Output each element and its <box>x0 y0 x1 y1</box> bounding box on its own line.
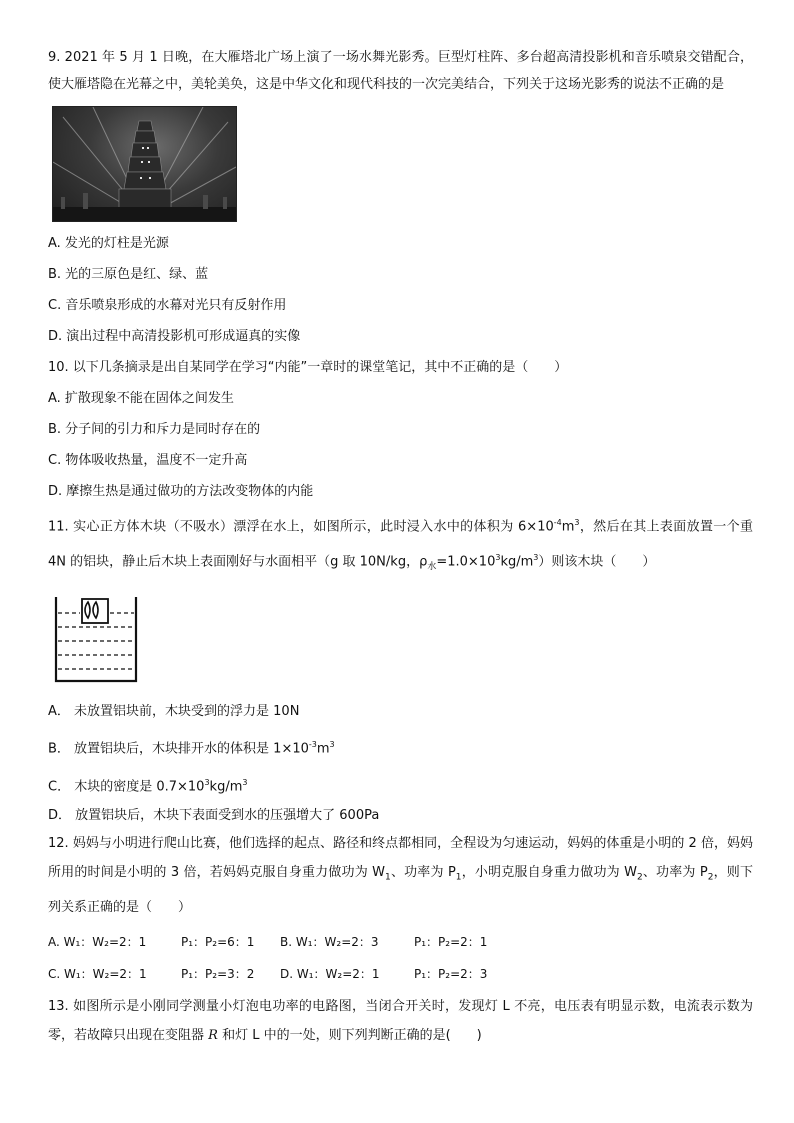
question-12-options-row-1 <box>48 926 753 958</box>
question-11-stem: 11. 实心正方体木块（不吸水）漂浮在水上，如图所示，此时浸入水中的体积为 $6\times 10^{-4}m^3$，然后在其上表面放置一个重 4N 的铝块，静止后木块上表面刚好与水面相平（g 取 10N/kg，$\rho_水=1.0\times 10^3kg/m^3$）则该木块（ ） <box>48 518 753 573</box>
question-10-option-a: A. 扩散现象不能在固体之间发生 <box>48 391 234 406</box>
floating-block-diagram <box>52 593 142 685</box>
question-12-options-row-2 <box>48 958 753 990</box>
question-10-option-c: C. 物体吸收热量，温度不一定升高 <box>48 453 248 468</box>
question-12-stem: 12. 妈妈与小明进行爬山比赛，他们选择的起点、路径和终点都相同，全程设为匀速运动，妈妈的体重是小明的 2 倍，妈妈所用的时间是小明的 3 倍，若妈妈克服自身重力做功为 $W_1$、功率为 $P_1$，小明克服自身重力做功为 $W_2$、功率为 $P_2$，则下列关系正确的是（ ） <box>48 835 753 915</box>
pagoda-light-show-photo <box>52 106 237 222</box>
question-12-option-a-power: P₁：P₂=6：1 <box>181 934 255 949</box>
question-10-stem: 10. 以下几条摘录是出自某同学在学习“内能”一章时的课堂笔记，其中不正确的是（ ） <box>48 360 568 375</box>
question-10-option-d: D. 摩擦生热是通过做功的方法改变物体的内能 <box>48 484 314 499</box>
question-9-option-c: C. 音乐喷泉形成的水幕对光只有反射作用 <box>48 298 287 313</box>
exam-page <box>48 44 753 1050</box>
question-11-option-d: D． 放置铝块后，木块下表面受到水的压强增大了 600Pa <box>48 807 380 823</box>
question-9-option-a: A. 发光的灯柱是光源 <box>48 236 169 251</box>
question-11-option-c: C． 木块的密度是 $0.7\times 10^3kg/m^3$ <box>48 777 248 794</box>
question-12-option-d-power: P₁：P₂=2：3 <box>414 966 488 981</box>
beaker-with-block-illustration <box>52 593 142 685</box>
question-9-stem: 9. 2021 年 5 月 1 日晚，在大雁塔北广场上演了一场水舞光影秀。巨型灯柱阵、多台超高清投影机和音乐喷泉交错配合，使大雁塔隐在光幕之中，美轮美奂，这是中华文化和现代科技的一次完美结合，下列关于这场光影秀的说法不正确的是 <box>48 50 753 92</box>
question-9-option-d: D. 演出过程中高清投影机可形成逼真的实像 <box>48 329 301 344</box>
question-12-option-a-work: A. W₁：W₂=2：1 <box>48 934 147 949</box>
question-12-option-b-power: P₁：P₂=2：1 <box>414 934 488 949</box>
question-12-option-d-work: D. W₁：W₂=2：1 <box>280 966 380 981</box>
question-13-stem: 13. 如图所示是小刚同学测量小灯泡电功率的电路图，当闭合开关时，发现灯 L 不亮，电压表有明显示数，电流表示数为零，若故障只出现在变阻器 R 和灯 L 中的一处，则下列判断正确的是( ) <box>48 998 753 1043</box>
question-12-option-b-work: B. W₁：W₂=2：3 <box>280 934 379 949</box>
question-12-option-c-power: P₁：P₂=3：2 <box>181 966 255 981</box>
question-11-option-a: A． 未放置铝块前，木块受到的浮力是 10N <box>48 704 300 720</box>
question-9-option-b: B. 光的三原色是红、绿、蓝 <box>48 267 209 282</box>
question-11-option-b: B． 放置铝块后，木块排开水的体积是 $1\times 10^{-3}m^3$ <box>48 740 335 757</box>
pagoda-illustration <box>53 107 236 221</box>
question-12-option-c-work: C. W₁：W₂=2：1 <box>48 966 147 981</box>
question-10-option-b: B. 分子间的引力和斥力是同时存在的 <box>48 422 261 437</box>
